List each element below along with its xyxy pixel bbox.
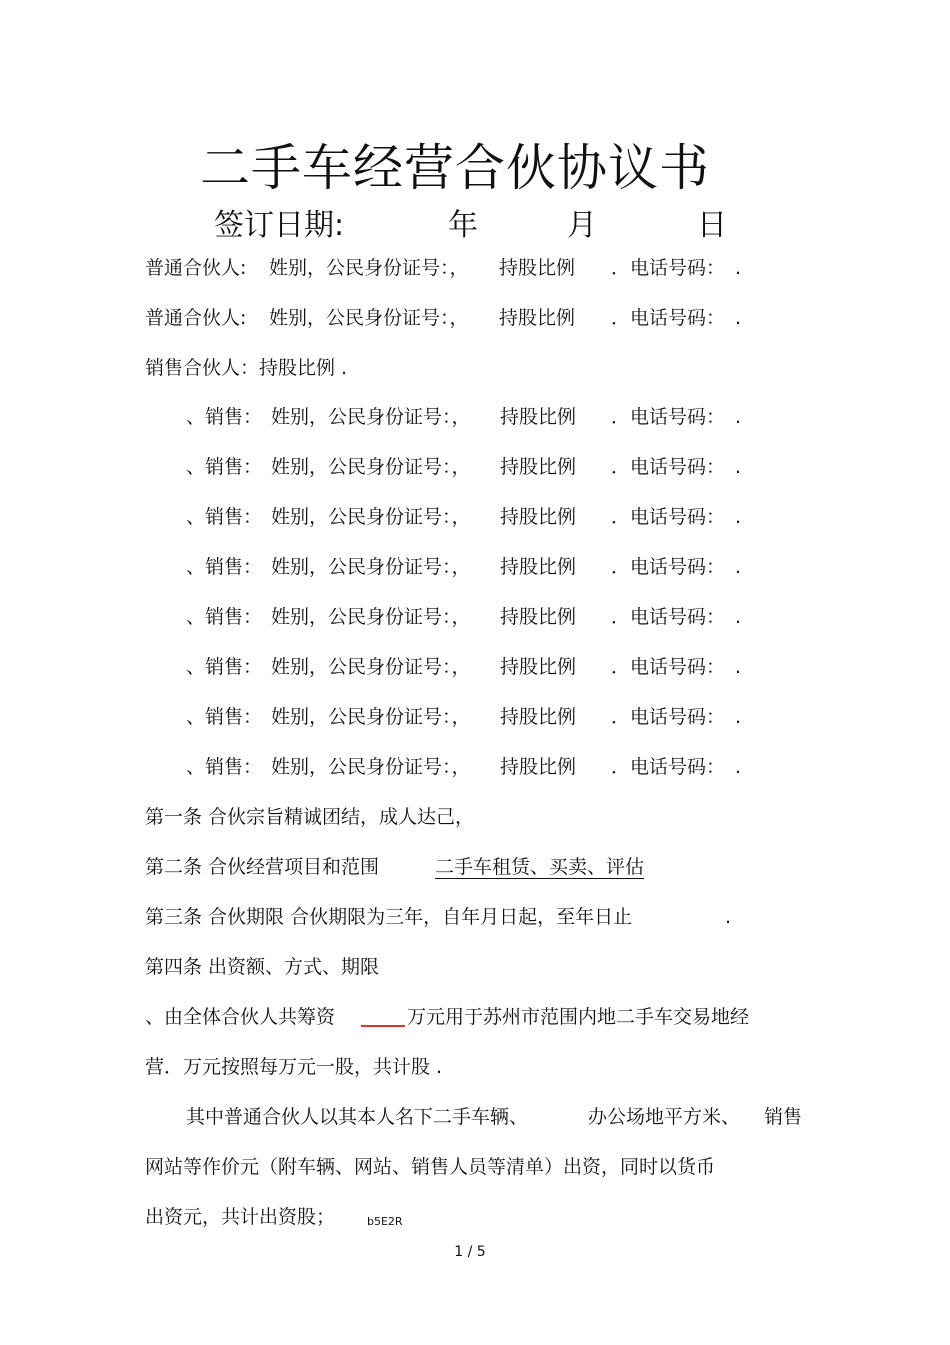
funding-line-3-c: 销售 bbox=[764, 1106, 803, 1128]
row-end: . bbox=[735, 307, 742, 329]
funding-line-5-text: 出资元，共计出资股； bbox=[145, 1206, 336, 1228]
sales-role: 、销售： bbox=[186, 706, 263, 728]
sales-share: 持股比例 bbox=[500, 606, 577, 628]
partner-phone: ．电话号码： bbox=[611, 307, 726, 329]
date-month: 月 bbox=[567, 208, 597, 243]
article-4: 第四条 出资额、方式、期限 bbox=[145, 956, 380, 978]
funding-line-3-a: 其中普通合伙人以其本人名下二手车辆、 bbox=[186, 1106, 529, 1128]
row-end: . bbox=[735, 756, 742, 778]
article-3-label: 第三条 合伙期限 合伙期限为三年，自年月日起，至年日止 bbox=[145, 906, 633, 928]
article-2-label: 第二条 合伙经营项目和范围 bbox=[145, 856, 380, 878]
sales-fields: 姓别，公民身份证号：， bbox=[271, 506, 471, 528]
funding-line-3-b: 办公场地平方米、 bbox=[588, 1106, 741, 1128]
funding-start: 、由全体合伙人共筹资 bbox=[145, 1006, 336, 1028]
partner-role: 普通合伙人: bbox=[145, 307, 247, 329]
sales-fields: 姓别，公民身份证号：， bbox=[271, 606, 471, 628]
funding-end: 万元用于苏州市范围内地二手车交易地经 bbox=[407, 1006, 750, 1028]
sales-fields: 姓别，公民身份证号：， bbox=[271, 706, 471, 728]
sales-phone: ．电话号码： bbox=[611, 706, 726, 728]
sales-role: 、销售： bbox=[186, 756, 263, 778]
article-3-end: . bbox=[725, 906, 732, 928]
sales-phone: ．电话号码： bbox=[611, 556, 726, 578]
sales-fields: 姓别，公民身份证号：， bbox=[271, 406, 471, 428]
row-end: . bbox=[735, 656, 742, 678]
date-year: 年 bbox=[448, 208, 478, 243]
sales-role: 、销售： bbox=[186, 656, 263, 678]
amount-blank bbox=[361, 1005, 405, 1027]
sales-role: 、销售： bbox=[186, 506, 263, 528]
row-end: . bbox=[735, 506, 742, 528]
funding-line-2: 营．万元按照每万元一股，共计股 . bbox=[145, 1056, 443, 1078]
row-end: . bbox=[735, 456, 742, 478]
row-end: . bbox=[735, 606, 742, 628]
sales-fields: 姓别，公民身份证号：， bbox=[271, 556, 471, 578]
sales-share: 持股比例 bbox=[500, 506, 577, 528]
article-2-value: 二手车租赁、买卖、评估 bbox=[435, 856, 645, 878]
sales-phone: ．电话号码： bbox=[611, 756, 726, 778]
sales-share: 持股比例 bbox=[500, 706, 577, 728]
document-title: 二手车经营合伙协议书 bbox=[200, 139, 710, 197]
partner-phone: ．电话号码： bbox=[611, 257, 726, 279]
row-end: . bbox=[735, 257, 742, 279]
sales-fields: 姓别，公民身份证号：， bbox=[271, 756, 471, 778]
sales-share: 持股比例 bbox=[500, 656, 577, 678]
row-end: . bbox=[735, 556, 742, 578]
partner-fields: 姓别，公民身份证号：， bbox=[269, 307, 469, 329]
partner-role: 普通合伙人: bbox=[145, 257, 247, 279]
sales-fields: 姓别，公民身份证号：， bbox=[271, 656, 471, 678]
sales-role: 、销售： bbox=[186, 406, 263, 428]
page-number: 1 / 5 bbox=[454, 1244, 486, 1260]
sales-role: 、销售： bbox=[186, 606, 263, 628]
funding-line-4: 网站等作价元（附车辆、网站、销售人员等清单）出资，同时以货币 bbox=[145, 1156, 716, 1178]
partner-fields: 姓别，公民身份证号：， bbox=[269, 257, 469, 279]
sales-fields: 姓别，公民身份证号：， bbox=[271, 456, 471, 478]
sales-phone: ．电话号码： bbox=[611, 656, 726, 678]
date-day: 日 bbox=[697, 208, 727, 243]
sales-partner-line: 销售合伙人：持股比例 . bbox=[145, 357, 348, 379]
sales-phone: ．电话号码： bbox=[611, 506, 726, 528]
document-mark: b5E2R bbox=[367, 1215, 403, 1228]
article-1: 第一条 合伙宗旨精诚团结，成人达己， bbox=[145, 806, 475, 828]
row-end: . bbox=[735, 406, 742, 428]
partner-share: 持股比例 bbox=[499, 257, 576, 279]
row-end: . bbox=[735, 706, 742, 728]
sales-phone: ．电话号码： bbox=[611, 606, 726, 628]
partner-share: 持股比例 bbox=[499, 307, 576, 329]
sales-share: 持股比例 bbox=[500, 406, 577, 428]
signing-date-label: 签订日期: bbox=[214, 208, 345, 243]
sales-share: 持股比例 bbox=[500, 456, 577, 478]
sales-phone: ．电话号码： bbox=[611, 406, 726, 428]
sales-share: 持股比例 bbox=[500, 756, 577, 778]
sales-role: 、销售： bbox=[186, 556, 263, 578]
sales-role: 、销售： bbox=[186, 456, 263, 478]
sales-share: 持股比例 bbox=[500, 556, 577, 578]
sales-phone: ．电话号码： bbox=[611, 456, 726, 478]
